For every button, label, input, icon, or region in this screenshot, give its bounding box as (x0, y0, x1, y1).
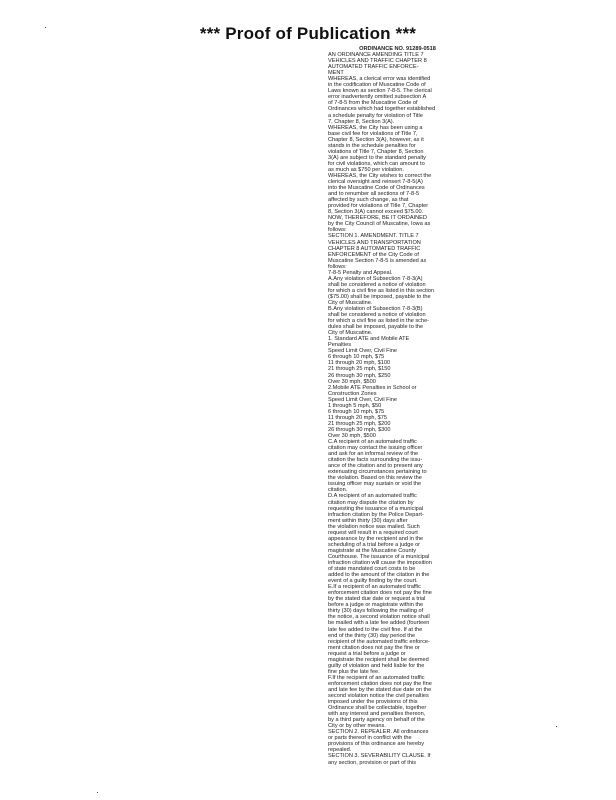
notice-line: of state mandated court costs to be (328, 566, 416, 573)
notice-line: extenuating circumstances pertaining to (328, 469, 427, 476)
notice-line: be mailed with a late fee added (fourteen (328, 620, 430, 627)
notice-line: 3(A) are subject to the standard penalty (328, 154, 426, 161)
notice-line: and to renumber all sections of 7-8-5 (328, 191, 420, 198)
notice-line: ment citation does not pay the fine or (328, 644, 420, 651)
notice-line: provisions of this ordinance are hereby (328, 741, 425, 748)
notice-line: citation may contact the issuing officer (328, 445, 423, 452)
notice-line: enforcement citation does not pay the fine (328, 680, 432, 687)
notice-line: ENFORCEMENT of the City Code of (328, 251, 419, 258)
notice-line: ance of the citation and to present any (328, 463, 423, 470)
notice-line: appearance by the recipient and in the (328, 535, 424, 542)
notice-line: ($75.00) shall be imposed, payable to the (328, 293, 431, 300)
notice-line: City of Muscatine. (328, 330, 373, 337)
notice-line: City or by other means. (328, 723, 386, 730)
notice-line: Over 30 mph, $500 (328, 378, 376, 385)
notice-line: 7, Chapter 8, Section 3(A). (328, 118, 395, 125)
notice-line: by a third party agency on behalf of the (328, 717, 425, 724)
notice-line: 1. Standard ATE and Mobile ATE (328, 336, 410, 343)
notice-line: the violation notice was mailed. Such (328, 523, 420, 530)
notice-line: 6 through 10 mph, $75 (328, 408, 385, 415)
notice-line: D.A recipient of an automated traffic (328, 493, 417, 500)
notice-line: any section, provision or part of this (328, 759, 416, 766)
notice-line: for civil violations, which can amount to (328, 160, 425, 167)
ordinance-notice (328, 46, 467, 791)
notice-line: provided for violations of Title 7, Chapter (328, 203, 429, 210)
notice-line: as much as $750 per violation. (328, 166, 404, 173)
notice-line: shall be considered a notice of violation (328, 281, 426, 288)
notice-line: 11 through 20 mph, $75 (328, 414, 387, 421)
notice-line: added to the amount of the citation in the (328, 572, 430, 579)
notice-line: citation may dispute the citation by (328, 499, 414, 506)
notice-line: CHAPTER 8 AUTOMATED TRAFFIC (328, 245, 421, 252)
notice-line: base civil fee for violations of Title 7, (328, 130, 418, 137)
notice-line: Laws known as section 7-8-5. The clerical (328, 88, 432, 95)
notice-line: SECTION 2. REPEALER. All ordinances (328, 729, 429, 736)
notice-line: violations of Title 7, Chapter 8, Section (328, 148, 424, 155)
notice-line: infraction citation will cause the imposition (328, 559, 432, 566)
notice-line: thirty (30) days following the mailing of (328, 608, 424, 615)
notice-line: by the City Council of Muscatine, Iowa as (328, 221, 431, 228)
notice-line: follows: (328, 227, 347, 234)
notice-line: WHEREAS, the City has been using a (328, 124, 423, 131)
notice-line: AUTOMATED TRAFFIC ENFORCE- (328, 64, 419, 71)
notice-line: and late fee by the stated due date on the (328, 686, 432, 693)
notice-line: follows: (328, 263, 347, 270)
notice-line: for which a civil fine as listed in the sche- (328, 318, 430, 325)
notice-line: magistrate at the Muscatine County (328, 547, 416, 554)
notice-line: 26 through 30 mph, $250 (328, 372, 391, 379)
notice-line: A.Any violation of Subsection 7-8-3(A) (328, 275, 423, 282)
notice-line: 21 through 25 mph, $150 (328, 366, 391, 373)
notice-line: Speed Limit Over, Civil Fine (328, 348, 398, 355)
notice-line: SECTION 1. AMENDMENT. TITLE 7 (328, 233, 419, 240)
notice-line: VEHICLES AND TRAFFIC CHAPTER 8 (328, 58, 427, 65)
notice-line: magistrate the recipient shall be deemed (328, 656, 429, 663)
notice-line: request will result in a required court (328, 529, 418, 536)
notice-line: clerical oversight and reinsert 7-8-5(A) (328, 179, 423, 186)
scan-speck (97, 792, 98, 793)
notice-line: NOW, THEREFORE, BE IT ORDAINED (328, 215, 427, 222)
notice-line: VEHICLES AND TRANSPORTATION (328, 239, 421, 246)
notice-line: ment within thirty (30) days after (328, 517, 408, 524)
page-title: *** Proof of Publication *** (199, 24, 417, 43)
scan-speck (556, 726, 557, 727)
notice-line: the violation. Based on this review the (328, 475, 422, 482)
notice-line: or parts thereof in conflict with the (328, 735, 412, 742)
notice-line: citation the facts surrounding the issu- (328, 457, 423, 464)
notice-line: C.A recipient of an automated traffic (328, 439, 417, 446)
notice-line: Muscatine Section 7-8-5 is amended as (328, 257, 427, 264)
notice-line: Construction Zones (328, 390, 377, 397)
notice-line: issuing officer may sustain or void the (328, 481, 422, 488)
notice-line: before a judge or magistrate within the (328, 602, 424, 609)
notice-line: B.Any violation of Subsection 7-8-3(B) (328, 306, 423, 313)
notice-line: scheduling of a trial before a judge or (328, 541, 421, 548)
notice-line: second violation notice the civil penalties (328, 693, 429, 700)
notice-line: 11 through 20 mph, $100 (328, 360, 391, 367)
notice-line: for which a civil fine as listed in this section (328, 287, 435, 294)
notice-line: end of the thirty (30) day period the (328, 632, 416, 639)
notice-line: 26 through 30 mph, $300 (328, 426, 391, 433)
notice-line: affected by such change, as that (328, 197, 409, 204)
notice-line: into the Muscatine Code of Ordinances (328, 185, 425, 192)
notice-line: F.If the recipient of an automated traffic (328, 674, 425, 681)
notice-line: City of Muscatine. (328, 299, 373, 306)
notice-line: the notice, a second violation notice shall (328, 614, 430, 621)
notice-line: of 7-8-5 from the Muscatine Code of (328, 100, 418, 107)
notice-line: WHEREAS, the City wishes to correct the (328, 172, 432, 179)
notice-line: in the codification of Muscatine Code of (328, 82, 426, 89)
notice-line: fine plus the late fee. (328, 668, 380, 675)
notice-line: error inadvertently omitted subsection A (328, 94, 427, 101)
notice-line: 8, Section 3(A) cannot exceed $75.00. (328, 209, 424, 216)
notice-line: shall be considered a notice of violation (328, 312, 426, 319)
notice-line: 1 through 5 mph, $50 (328, 402, 382, 409)
notice-line: dules shall be imposed, payable to the (328, 324, 424, 331)
notice-line: E.If a recipient of an automated traffic (328, 584, 421, 591)
notice-line: recipient of the automated traffic enforce- (328, 638, 430, 645)
notice-line: 2.Mobile ATE Penalties in School or (328, 384, 417, 391)
notice-line: SECTION 3. SEVERABILITY CLAUSE. If (328, 753, 431, 760)
notice-line: a schedule penalty for violation of Title (328, 112, 423, 119)
notice-line: MENT (328, 70, 344, 77)
notice-line: AN ORDINANCE AMENDING TITLE 7 (328, 52, 424, 59)
notice-line: 21 through 25 mph, $200 (328, 420, 391, 427)
notice-line: Chapter 8, Section 3(A), however, as it (328, 136, 424, 143)
notice-line: with any interest and penalties thereon, (328, 711, 426, 718)
notice-line: Ordinances which had together established (328, 106, 436, 113)
notice-line: Over 30 mph, $500 (328, 433, 376, 439)
notice-line: Speed Limit Over, Civil Fine (328, 396, 398, 403)
notice-line: stands in the schedule penalties for (328, 142, 416, 149)
notice-line: enforcement citation does not pay the fine (328, 590, 432, 597)
notice-line: repealed. (328, 747, 352, 754)
notice-line: WHEREAS, a clerical error was identified (328, 76, 431, 83)
notice-line: citation. (328, 487, 348, 494)
notice-line: by the stated due date or request a trial (328, 596, 426, 603)
ordinance-number: ORDINANCE NO. 91289-0518 (359, 46, 436, 52)
notice-line: imposed under the provisions of this (328, 699, 418, 706)
ordinance-body (328, 52, 467, 766)
scan-speck (45, 27, 46, 28)
notice-line: Penalties (328, 342, 352, 349)
notice-line: Ordinance shall be collectable, together (328, 705, 427, 712)
notice-line: event of a guilty finding by the court. (328, 578, 418, 585)
notice-line: guilty of violation and held liable for the (328, 662, 425, 669)
notice-line: requesting the issuance of a municipal (328, 505, 424, 512)
notice-line: Courthouse. The issuance of a municipal (328, 553, 430, 560)
notice-line: late fee added to the civil fine. If at the (328, 626, 423, 633)
notice-line: request a trial before a judge or (328, 650, 406, 657)
notice-line: infraction citation by the Police Depart- (328, 511, 424, 518)
notice-line: 6 through 10 mph, $75 (328, 354, 385, 361)
notice-line: 7-8-5 Penalty and Appeal. (328, 269, 393, 276)
notice-line: and ask for an informal review of the (328, 451, 419, 458)
